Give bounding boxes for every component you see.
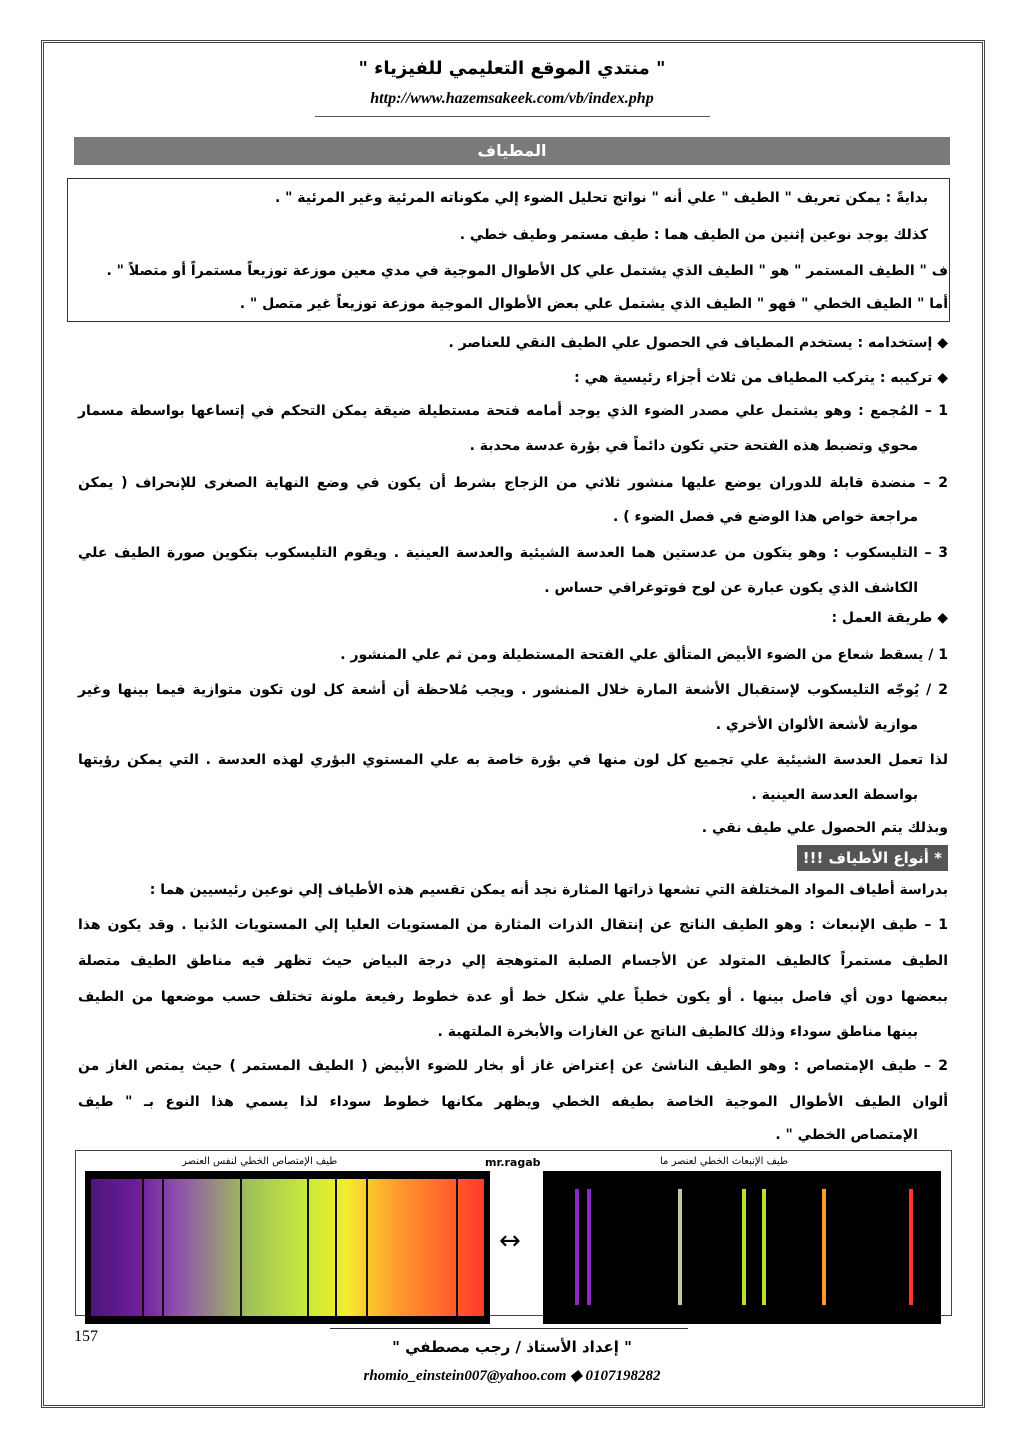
- emission-line: [587, 1189, 591, 1305]
- absorption-line: [366, 1179, 368, 1316]
- author-credit: " إعداد الأستاذ / رجب مصطفي ": [392, 1338, 632, 1356]
- absorption-line: [240, 1179, 242, 1316]
- body-line: مراجعة خواص هذا الوضع في فصل الضوء ) .: [613, 509, 918, 525]
- forum-title: " منتدي الموقع التعليمي للفيزياء ": [358, 58, 666, 79]
- absorption-line: [142, 1179, 144, 1316]
- body-line: 2 – منضدة قابلة للدوران يوضع عليها منشور ثلاثي من الزجاج بشرط أن يكون في وضع النهاية الصغرى للإنحراف ( يمكن: [78, 475, 948, 491]
- absorption-spectrum-label: طيف الإمتصاص الخطي لنفس العنصر: [182, 1156, 338, 1167]
- absorption-line: [335, 1179, 337, 1316]
- body-line: الكاشف الذي يكون عبارة عن لوح فوتوغرافي حساس .: [544, 580, 918, 596]
- body-line: موازية لأشعة الألوان الأخري .: [715, 717, 918, 733]
- types-line: 1 – طيف الإنبعاث : وهو الطيف الناتج عن إنتقال الذرات المثارة من المستويات العليا إلي المستويات الدُنيا . وقد يكون هذا: [78, 917, 948, 933]
- definition-line: كذلك يوجد نوعين إثنين من الطيف هما : طيف مستمر وطيف خطي .: [459, 227, 928, 243]
- figure-credit: mr.ragab: [485, 1156, 541, 1169]
- emission-line: [742, 1189, 746, 1305]
- absorption-line: [162, 1179, 164, 1316]
- emission-line: [909, 1189, 913, 1305]
- types-line: بدراسة أطياف المواد المختلفة التي تشعها ذراتها المثارة نجد أنه يمكن تقسيم هذه الأطياف إلي نوعين رئيسيين هما :: [149, 882, 948, 898]
- continuous-spectrum-band: [91, 1179, 484, 1316]
- body-line: بواسطة العدسة العينية .: [751, 787, 918, 803]
- contact-info: rhomio_einstein007@yahoo.com ◆ 0107198282: [363, 1368, 661, 1384]
- forum-url[interactable]: http://www.hazemsakeek.com/vb/index.php: [370, 90, 654, 107]
- types-line: بينها مناطق سوداء وذلك كالطيف الناتج عن الغازات والأبخرة الملتهبة .: [437, 1024, 918, 1040]
- definition-line: ف " الطيف المستمر " هو " الطيف الذي يشتمل علي كل الأطوال الموجية في مدي معين موزعة توزيعاً مستمراً أو متصلاً " .: [106, 263, 948, 279]
- body-line: 1 – المُجمع : وهو يشتمل علي مصدر الضوء الذي يوجد أمامه فتحة مستطيلة ضيقة يمكن التحكم في إتساعها بواسطة مسمار: [78, 403, 948, 419]
- body-line: محوي وتضبط هذه الفتحة حتي تكون دائماً في بؤرة عدسة محدبة .: [469, 438, 918, 454]
- body-line: لذا تعمل العدسة الشيئية علي تجميع كل لون منها في بؤرة خاصة به علي المستوي البؤري لهذه العدسة . التي يمكن رؤيتها: [78, 752, 948, 768]
- double-arrow-icon: ↔: [499, 1226, 521, 1256]
- body-line: ◆ تركيبه : يتركب المطياف من ثلاث أجزاء رئيسية هي :: [574, 370, 948, 386]
- emission-line: [575, 1189, 579, 1305]
- emission-line: [762, 1189, 766, 1305]
- absorption-spectrum: [85, 1171, 490, 1324]
- page-number: 157: [74, 1328, 98, 1345]
- header-divider: [315, 116, 710, 117]
- types-line: الإمتصاص الخطي " .: [775, 1127, 918, 1143]
- emission-spectrum: [543, 1171, 941, 1324]
- types-line: 2 – طيف الإمتصاص : وهو الطيف الناشئ عن إعتراض غاز أو بخار للضوء الأبيض ( الطيف المستمر ) حيث يمتص الغاز من: [78, 1058, 948, 1074]
- definition-line: بدايةً : يمكن تعريف " الطيف " علي أنه " نواتج تحليل الضوء إلي مكوناته المرئية وغير المرئية " .: [274, 190, 928, 206]
- body-line: ◆ إستخدامه : يستخدم المطياف في الحصول علي الطيف النقي للعناصر .: [448, 335, 948, 351]
- emission-line: [822, 1189, 826, 1305]
- types-line: ألوان الطيف الأطوال الموجية الخاصة بطيفه الخطي ويظهر مكانها خطوط سوداء لذا يسمي هذا النوع بـ " طيف: [78, 1094, 948, 1110]
- types-line: الطيف مستمراً كالطيف المتولد عن الأجسام الصلبة المتوهجة إلي درجة البياض حيث تظهر فيه مناطق الطيف متصلة: [78, 953, 948, 969]
- body-line: وبذلك يتم الحصول علي طيف نقي .: [701, 820, 948, 836]
- body-line: 3 – التليسكوب : وهو يتكون من عدستين هما العدسة الشيئية والعدسة العينية . ويقوم التليسكوب بتكوين صورة الطيف علي: [78, 545, 948, 561]
- section-title: المطياف: [74, 137, 950, 165]
- definition-line: أما " الطيف الخطي " فهو " الطيف الذي يشتمل علي بعض الأطوال الموجية موزعة توزيعاً غير متصل " .: [239, 296, 948, 312]
- types-heading: * أنواع الأطياف !!!: [797, 845, 948, 871]
- types-line: ببعضها دون أي فاصل بينها . أو يكون خطياً علي شكل خط أو عدة خطوط رفيعة ملونة تختلف حسب موضعها من الطيف: [78, 989, 948, 1005]
- footer-divider: [330, 1328, 688, 1329]
- absorption-line: [307, 1179, 309, 1316]
- body-line: 2 / يُوجّه التليسكوب لإستقبال الأشعة المارة خلال المنشور . ويجب مُلاحظة أن أشعة كل لون تكون متوازية فيما بينها وغير: [78, 682, 948, 698]
- absorption-line: [456, 1179, 458, 1316]
- emission-spectrum-label: طيف الإنبعاث الخطي لعنصر ما: [660, 1156, 788, 1167]
- emission-line: [678, 1189, 682, 1305]
- body-line: 1 / يسقط شعاع من الضوء الأبيض المتألق علي الفتحة المستطيلة ومن ثم علي المنشور .: [340, 647, 948, 663]
- body-line: ◆ طريقة العمل :: [831, 610, 948, 626]
